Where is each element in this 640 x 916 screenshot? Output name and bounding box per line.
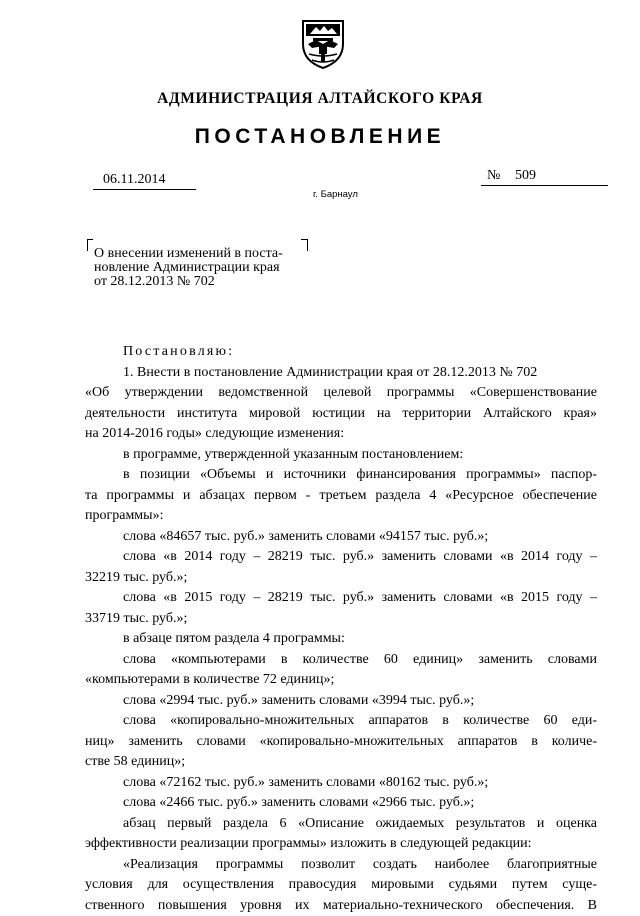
number-sign: №	[487, 168, 500, 184]
organization-name: АДМИНИСТРАЦИЯ АЛТАЙСКОГО КРАЯ	[0, 90, 640, 108]
body-line: слова «72162 тыс. руб.» заменить словами «80162 тыс. руб.»;	[85, 773, 597, 794]
number-underline	[481, 185, 608, 186]
body-line: эффективности реализации программы» изложить в следующей редакции:	[85, 834, 597, 855]
resolution-word: Постановляю:	[85, 342, 597, 363]
body-line: 32219 тыс. руб.»;	[85, 568, 597, 589]
document-number: 509	[515, 168, 536, 184]
date-underline	[93, 189, 196, 190]
body-line: слова «в 2014 году – 28219 тыс. руб.» заменить словами «в 2014 году –	[85, 547, 597, 568]
coat-of-arms-emblem	[300, 18, 346, 70]
body-line: слова «84657 тыс. руб.» заменить словами «94157 тыс. руб.»;	[85, 527, 597, 548]
body-line: в программе, утвержденной указанным постановлением:	[85, 445, 597, 466]
body-line: слова «2466 тыс. руб.» заменить словами «2966 тыс. руб.»;	[85, 793, 597, 814]
body-line: слова «компьютерами в количестве 60 единиц» заменить словами	[85, 650, 597, 671]
body-line: слова «копировально-множительных аппаратов в количестве 60 еди-	[85, 711, 597, 732]
body-line: деятельности института мировой юстиции на территории Алтайского края»	[85, 404, 597, 425]
city-label: г. Барнаул	[313, 189, 358, 200]
body-line: в абзаце пятом раздела 4 программы:	[85, 629, 597, 650]
subject-bracket-right	[307, 239, 308, 251]
body-line: ственного повышения уровня их материально-технического обеспечения. В	[85, 896, 597, 916]
body-line: слова «2994 тыс. руб.» заменить словами «3994 тыс. руб.»;	[85, 691, 597, 712]
body-line: слова «в 2015 году – 28219 тыс. руб.» заменить словами «в 2015 году –	[85, 588, 597, 609]
subject-bracket-right-top	[301, 239, 307, 240]
subject-line: О внесении изменений в поста-	[94, 247, 283, 261]
body-line: программы»:	[85, 506, 597, 527]
document-type-title: ПОСТАНОВЛЕНИЕ	[0, 125, 640, 149]
subject-bracket-left	[87, 239, 88, 251]
body-line: абзац первый раздела 6 «Описание ожидаемых результатов и оценка	[85, 814, 597, 835]
body-line: «Об утверждении ведомственной целевой программы «Совершенствование	[85, 383, 597, 404]
body-line: в позиции «Объемы и источники финансирования программы» паспор-	[85, 465, 597, 486]
subject-line: от 28.12.2013 № 702	[94, 275, 283, 289]
body-line: 33719 тыс. руб.»;	[85, 609, 597, 630]
subject-bracket-left-top	[87, 239, 93, 240]
body-line: «компьютерами в количестве 72 единиц»;	[85, 670, 597, 691]
document-body	[85, 342, 597, 916]
subject-block	[94, 247, 283, 289]
body-line: «Реализация программы позволит создать наиболее благоприятные	[85, 855, 597, 876]
body-line: условия для осуществления правосудия мировыми судьями путем суще-	[85, 875, 597, 896]
document-date: 06.11.2014	[103, 172, 165, 188]
subject-line: новление Администрации края	[94, 261, 283, 275]
body-line: ниц» заменить словами «копировально-множительных аппаратов в количе-	[85, 732, 597, 753]
body-line: та программы и абзацах первом - третьем раздела 4 «Ресурсное обеспечение	[85, 486, 597, 507]
body-line: 1. Внести в постановление Администрации края от 28.12.2013 № 702	[85, 363, 597, 384]
body-line: на 2014-2016 годы» следующие изменения:	[85, 424, 597, 445]
body-line: стве 58 единиц»;	[85, 752, 597, 773]
